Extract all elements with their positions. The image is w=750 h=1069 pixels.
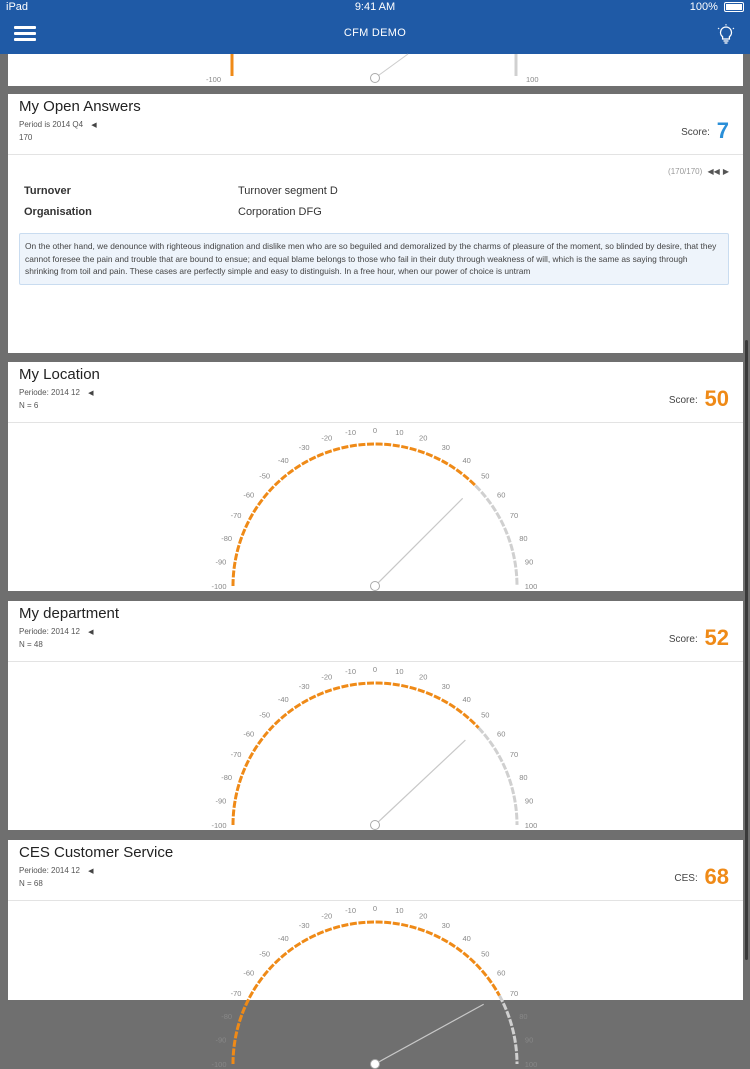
- department-card: [8, 601, 743, 830]
- field-value: Corporation DFG: [238, 206, 322, 218]
- field-label: Organisation: [24, 206, 92, 218]
- respondent-count: N = 68: [19, 879, 43, 888]
- gauge-tick-label: -50: [259, 949, 271, 959]
- app-title: CFM DEMO: [343, 27, 407, 39]
- field-row: [24, 206, 524, 227]
- battery-indicator: [690, 1, 744, 13]
- gauge-pivot: [371, 582, 380, 591]
- gauge-tick-label: -50: [259, 471, 271, 481]
- score-label: Score:: [681, 127, 710, 138]
- card-title: My Location: [19, 366, 100, 383]
- previous-gauge-max-label: 100: [526, 75, 539, 84]
- period-prev-icon[interactable]: ◀: [91, 122, 97, 129]
- score-label: Score:: [668, 395, 698, 406]
- gauge-tick-label: -30: [298, 443, 310, 453]
- score-label: CES:: [674, 873, 698, 884]
- app-navbar: [0, 16, 750, 54]
- gauge-tick-label: -40: [277, 933, 289, 943]
- gauge-tick-label: -90: [215, 796, 227, 806]
- ces-header: [8, 840, 743, 901]
- gauge-tick-label: 50: [481, 710, 490, 720]
- gauge-tick-label: 0: [372, 665, 378, 674]
- department-gauge: [8, 662, 743, 830]
- score-display: [669, 386, 729, 412]
- gauge-tick-label: 70: [509, 750, 519, 760]
- period-text: Periode: 2014 12: [19, 866, 80, 875]
- gauge-tick-label: -20: [321, 911, 333, 921]
- gauge-tick-label: -30: [298, 921, 310, 931]
- gauge-tick-label: -50: [259, 710, 271, 720]
- gauge-tick-label: 30: [441, 921, 450, 931]
- gauge-tick-label: -10: [345, 427, 357, 437]
- gauge-tick-label: 80: [519, 772, 528, 782]
- respondent-count: N = 48: [19, 640, 43, 649]
- gauge-tick-label: -70: [230, 511, 242, 521]
- score-display: [681, 118, 729, 144]
- score-value: 7: [716, 118, 729, 143]
- gauge-needle: [375, 1004, 484, 1064]
- score-label: Score:: [668, 634, 698, 645]
- gauge-arc-remaining: [475, 486, 517, 586]
- gauge-tick-label: -30: [298, 682, 310, 692]
- gauge-tick-label: 20: [419, 433, 428, 443]
- gauge-tick-label: 10: [395, 666, 404, 676]
- pager-count: (170/170): [668, 167, 703, 176]
- gauge-tick-label: 30: [441, 443, 450, 453]
- period-text: Period is 2014 Q4: [19, 120, 84, 129]
- battery-percent: 100%: [689, 1, 718, 13]
- answer-count: 170: [19, 133, 33, 142]
- gauge-tick-label: 30: [441, 682, 450, 692]
- gauge-arc-filled: [230, 444, 475, 586]
- gauge-tick-label: 100: [524, 1060, 538, 1069]
- ces-card: [8, 840, 743, 1069]
- period-prev-icon[interactable]: ◀: [88, 390, 94, 397]
- open-answers-card: [8, 94, 743, 353]
- gauge-tick-label: 0: [372, 904, 378, 913]
- score-display: [674, 864, 729, 890]
- card-title: CES Customer Service: [19, 844, 174, 861]
- gauge-pivot: [371, 821, 380, 830]
- period-text: Periode: 2014 12: [19, 388, 80, 397]
- battery-icon: [724, 2, 744, 12]
- open-answers-body: [8, 155, 743, 353]
- gauge-tick-label: 20: [419, 911, 428, 921]
- gauge-tick-label: 80: [519, 1011, 528, 1021]
- gauge-tick-label: -40: [277, 694, 289, 704]
- score-display: [669, 625, 729, 651]
- gauge-tick-label: -80: [221, 533, 233, 543]
- lightbulb-icon[interactable]: [716, 24, 736, 46]
- location-card: [8, 362, 743, 591]
- period-label: [19, 866, 94, 875]
- gauge-tick-label: -90: [215, 557, 227, 567]
- score-value: 52: [704, 625, 729, 650]
- gauge-tick-label: -100: [211, 582, 227, 591]
- gauge-tick-label: -70: [230, 750, 242, 760]
- open-answers-header: [8, 94, 743, 155]
- field-row: [24, 185, 524, 206]
- gauge-tick-label: -100: [211, 1060, 227, 1069]
- field-value: Turnover segment D: [238, 185, 338, 197]
- gauge-arc-filled: [230, 922, 499, 1064]
- previous-gauge-min-label: -100: [206, 75, 222, 84]
- gauge-tick-label: 50: [481, 949, 490, 959]
- gauge-tick-label: -100: [211, 821, 227, 830]
- period-prev-icon[interactable]: ◀: [88, 868, 94, 875]
- gauge-tick-label: 20: [419, 672, 428, 682]
- field-label: Turnover: [24, 185, 71, 197]
- previous-gauge: [8, 54, 743, 86]
- device-label: iPad: [6, 1, 29, 13]
- location-header: [8, 362, 743, 423]
- gauge-tick-label: -20: [321, 672, 333, 682]
- gauge-tick-label: 0: [372, 426, 378, 435]
- period-text: Periode: 2014 12: [19, 627, 80, 636]
- status-bar: [0, 0, 750, 16]
- gauge-tick-label: 70: [509, 989, 519, 999]
- card-title: My Open Answers: [19, 98, 141, 115]
- gauge-tick-label: 90: [524, 796, 534, 806]
- answer-text-box: On the other hand, we denounce with righteous indignation and dislike men who are so beguiled and demoralized by the charms of pleasure of the moment, so blinded by desire, that they cannot foresee the pain and trouble that are bound to ensue; and equal blame belongs to those who fail in their duty through weakness of will, which is the same as saying through shrinking from toil and pain. These cases are perfectly simple and easy to distinguish. In a free hour, when our power of choice is untram: [19, 233, 729, 285]
- pager: [668, 167, 729, 176]
- gauge-tick-label: 90: [524, 1035, 534, 1045]
- gauge-tick-label: -20: [321, 433, 333, 443]
- gauge-pivot: [371, 1060, 380, 1069]
- gauge-tick-label: -90: [215, 1035, 227, 1045]
- gauge-tick-label: 40: [462, 455, 471, 465]
- location-gauge: [8, 423, 743, 591]
- gauge-tick-label: 100: [524, 821, 538, 830]
- previous-gauge-pivot: [371, 74, 380, 83]
- gauge-tick-label: -70: [230, 989, 242, 999]
- gauge-tick-label: -60: [243, 968, 255, 978]
- period-label: [19, 388, 94, 397]
- ces-gauge: [8, 901, 743, 1069]
- gauge-tick-label: 80: [519, 533, 528, 543]
- previous-gauge-needle: [375, 54, 408, 78]
- score-value: 50: [704, 386, 729, 411]
- gauge-tick-label: -10: [345, 666, 357, 676]
- gauge-tick-label: -80: [221, 772, 233, 782]
- period-label: [19, 120, 97, 129]
- gauge-arc-remaining: [499, 996, 517, 1064]
- gauge-arc-remaining: [479, 728, 517, 825]
- department-header: [8, 601, 743, 662]
- gauge-tick-label: -10: [345, 905, 357, 915]
- gauge-tick-label: 90: [524, 557, 534, 567]
- gauge-tick-label: 100: [524, 582, 538, 591]
- gauge-tick-label: 40: [462, 933, 471, 943]
- gauge-tick-label: 60: [497, 490, 506, 500]
- gauge-tick-label: 60: [497, 729, 506, 739]
- previous-gauge-card: [8, 54, 743, 86]
- answer-fields: [24, 185, 524, 227]
- scrollbar[interactable]: [745, 340, 748, 960]
- period-label: [19, 627, 94, 636]
- gauge-tick-label: -60: [243, 490, 255, 500]
- gauge-arc-filled: [230, 683, 479, 825]
- pager-prev-icon[interactable]: ◀◀: [707, 167, 720, 176]
- gauge-tick-label: -80: [221, 1011, 233, 1021]
- period-prev-icon[interactable]: ◀: [88, 629, 94, 636]
- clock: 9:41 AM: [354, 1, 396, 13]
- card-title: My department: [19, 605, 120, 622]
- pager-next-icon[interactable]: ▶: [722, 167, 729, 176]
- gauge-tick-label: 40: [462, 694, 471, 704]
- gauge-needle: [375, 740, 465, 825]
- respondent-count: N = 6: [19, 401, 39, 410]
- gauge-tick-label: 50: [481, 471, 490, 481]
- gauge-tick-label: -40: [277, 455, 289, 465]
- gauge-tick-label: 60: [497, 968, 506, 978]
- gauge-tick-label: 10: [395, 905, 404, 915]
- gauge-tick-label: -60: [243, 729, 255, 739]
- gauge-needle: [375, 498, 463, 586]
- gauge-tick-label: 10: [395, 427, 404, 437]
- gauge-tick-label: 70: [509, 511, 519, 521]
- score-value: 68: [704, 864, 729, 889]
